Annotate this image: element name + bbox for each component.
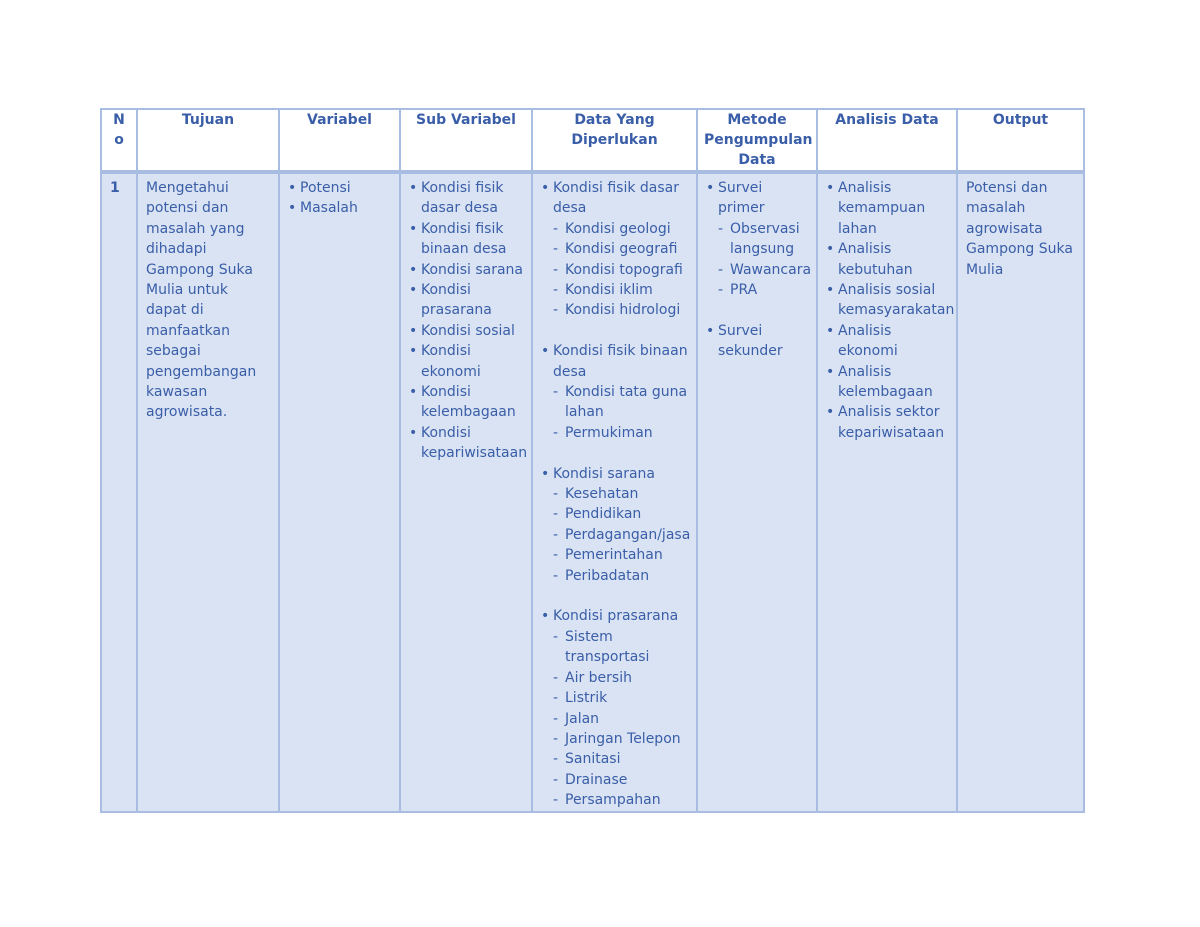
- data-sub-list: [541, 382, 690, 443]
- header-sub-variabel: Sub Variabel: [400, 109, 532, 172]
- data-sub-list: [541, 627, 690, 811]
- data-sub-list: [541, 484, 690, 586]
- list-item: • Analisis kemampuan lahan: [826, 178, 950, 239]
- header-variabel: Variabel: [279, 109, 400, 172]
- data-group-label: • Kondisi fisik binaan desa: [541, 341, 690, 382]
- cell-sub-variabel: [400, 172, 532, 812]
- list-item: • Analisis sektor kepariwisataan: [826, 402, 950, 443]
- list-item: - Listrik: [541, 688, 690, 708]
- variabel-list: [288, 178, 393, 219]
- list-item: - Pendidikan: [541, 504, 690, 524]
- list-item: • Kondisi sarana: [409, 260, 525, 280]
- list-item: - Pemerintahan: [541, 545, 690, 565]
- metode-group-list: [706, 321, 810, 362]
- list-item: - Kondisi iklim: [541, 280, 690, 300]
- output-text: Potensi dan masalah agrowisata Gampong Suka Mulia: [966, 180, 1073, 278]
- row-number: 1: [110, 180, 120, 196]
- list-item: - Kondisi hidrologi: [541, 300, 690, 320]
- list-item: • Kondisi ekonomi: [409, 341, 525, 382]
- list-item: • Analisis kelembagaan: [826, 362, 950, 403]
- header-data-diperlukan: Data Yang Diperlukan: [532, 109, 697, 172]
- list-item: - Jalan: [541, 709, 690, 729]
- cell-tujuan: [137, 172, 279, 812]
- data-group-label: • Kondisi prasarana: [541, 606, 690, 626]
- list-item: • Kondisi sosial: [409, 321, 525, 341]
- header-no: N o: [101, 109, 137, 172]
- header-output: Output: [957, 109, 1084, 172]
- cell-no: [101, 172, 137, 812]
- table-row: [101, 172, 1084, 812]
- list-item: - Jaringan Telepon: [541, 729, 690, 749]
- list-item: - Drainase: [541, 770, 690, 790]
- header-metode: Metode Pengumpulan Data: [697, 109, 817, 172]
- list-item: - Air bersih: [541, 668, 690, 688]
- list-item: • Kondisi kelembagaan: [409, 382, 525, 423]
- tujuan-text: Mengetahui potensi dan masalah yang dihadapi Gampong Suka Mulia untuk dapat di manfaatkan sebagai pengembangan kawasan agrowisata.: [146, 180, 257, 421]
- list-item: - Perdagangan/jasa: [541, 525, 690, 545]
- metode-group-label: • Survei sekunder: [706, 321, 810, 362]
- header-analisis: Analisis Data: [817, 109, 957, 172]
- list-item: - Sistem transportasi: [541, 627, 690, 668]
- list-item: • Analisis sosial kemasyarakatan: [826, 280, 950, 321]
- list-item: - Peribadatan: [541, 566, 690, 586]
- list-item: - Observasi langsung: [706, 219, 810, 260]
- list-item: • Kondisi fisik dasar desa: [409, 178, 525, 219]
- list-item: • Potensi: [288, 178, 393, 198]
- data-group-list: [541, 178, 690, 219]
- header-row: [101, 109, 1084, 172]
- data-group-list: [541, 606, 690, 626]
- list-item: - Kondisi geografi: [541, 239, 690, 259]
- metode-group-label: • Survei primer: [706, 178, 810, 219]
- cell-data-diperlukan: [532, 172, 697, 812]
- data-group-label: • Kondisi sarana: [541, 464, 690, 484]
- sub-variabel-list: [409, 178, 528, 464]
- data-sub-list: [541, 219, 690, 321]
- research-table: [100, 108, 1085, 813]
- list-item: • Kondisi prasarana: [409, 280, 525, 321]
- cell-variabel: [279, 172, 400, 812]
- data-group-list: [541, 464, 690, 484]
- list-item: - Kondisi geologi: [541, 219, 690, 239]
- header-tujuan: Tujuan: [137, 109, 279, 172]
- list-item: - PRA: [706, 280, 810, 300]
- list-item: - Kondisi tata guna lahan: [541, 382, 690, 423]
- list-item: - Permukiman: [541, 423, 690, 443]
- list-item: - Kondisi topografi: [541, 260, 690, 280]
- list-item: • Kondisi fisik binaan desa: [409, 219, 525, 260]
- list-item: • Analisis kebutuhan: [826, 239, 950, 280]
- list-item: - Persampahan: [541, 790, 690, 810]
- list-item: • Kondisi kepariwisataan: [409, 423, 525, 464]
- metode-sub-list: [706, 219, 810, 301]
- list-item: • Masalah: [288, 198, 393, 218]
- cell-metode: [697, 172, 817, 812]
- cell-analisis: [817, 172, 957, 812]
- data-group-label: • Kondisi fisik dasar desa: [541, 178, 690, 219]
- cell-output: [957, 172, 1084, 812]
- list-item: - Kesehatan: [541, 484, 690, 504]
- analisis-list: [826, 178, 955, 443]
- list-item: • Analisis ekonomi: [826, 321, 950, 362]
- data-group-list: [541, 341, 690, 382]
- list-item: - Wawancara: [706, 260, 810, 280]
- metode-group-list: [706, 178, 810, 219]
- list-item: - Sanitasi: [541, 749, 690, 769]
